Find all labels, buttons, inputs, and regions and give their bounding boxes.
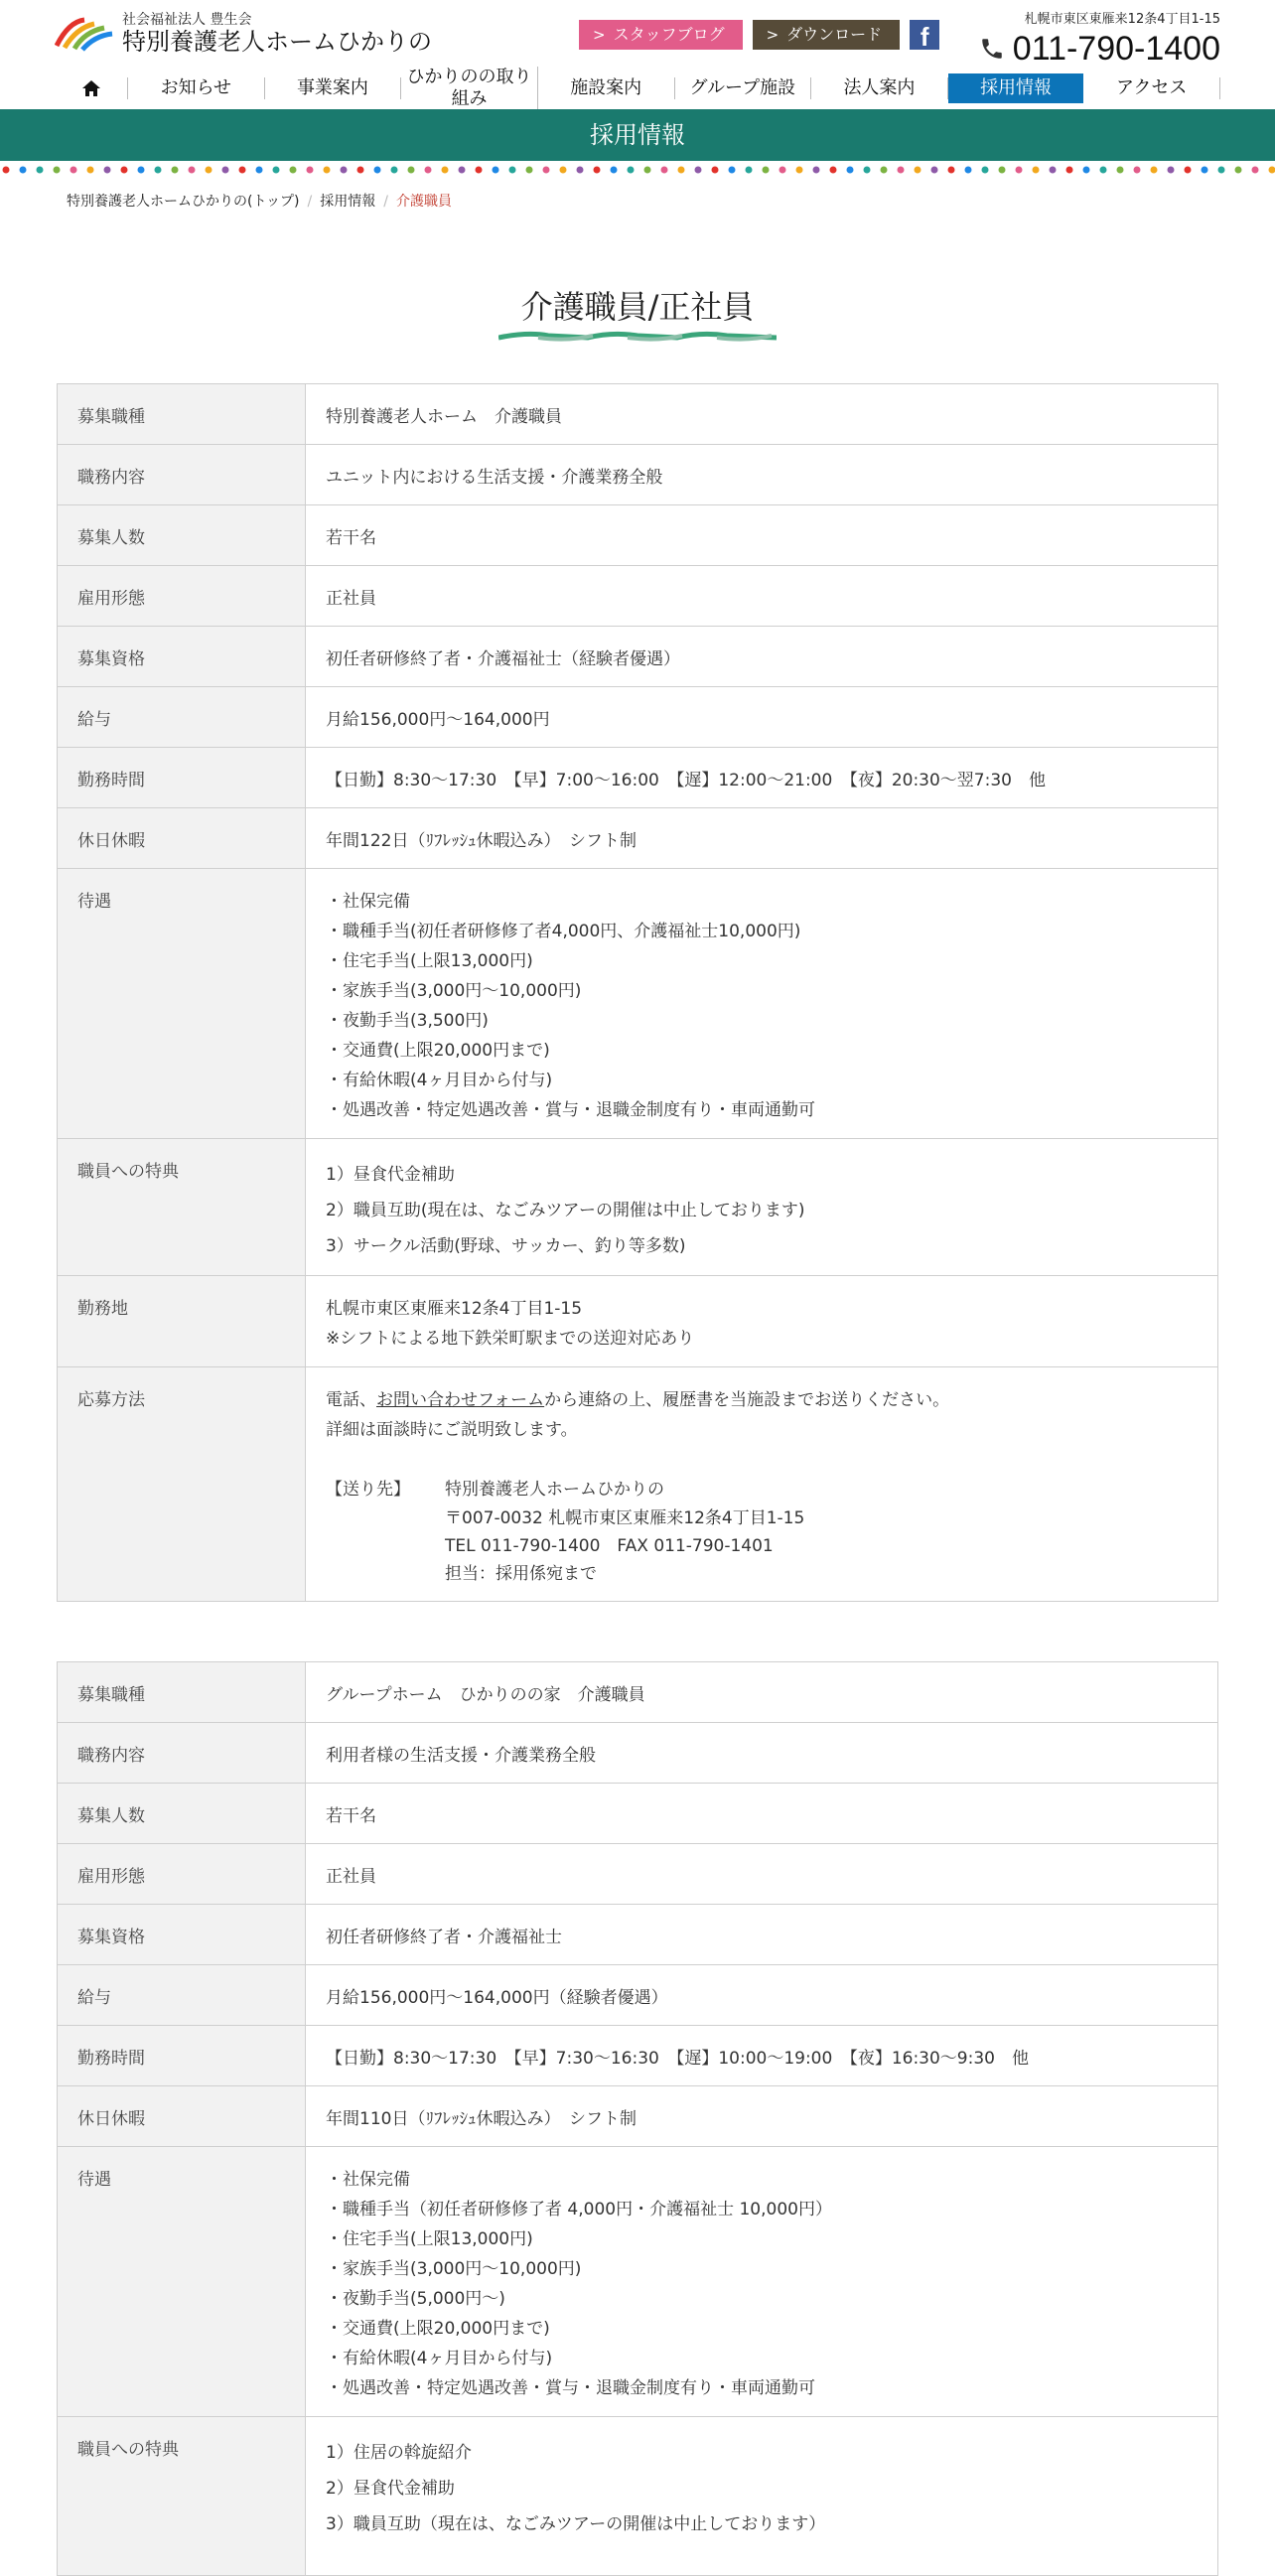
list-item: 1）昼食代金補助 <box>326 1157 1198 1193</box>
row-label: 給与 <box>77 687 285 735</box>
phone-icon <box>979 36 1005 62</box>
row-value: 利用者様の生活支援・介護業務全般 <box>326 1723 1198 1771</box>
chevron-right-icon: > <box>593 26 606 44</box>
list-item: 2）職員互助(現在は、なごみツアーの開催は中止しております) <box>326 1193 1198 1228</box>
row-label: 職員への特典 <box>77 2417 285 2465</box>
list-item: ・有給休暇(4ヶ月目から付与) <box>326 2344 1198 2373</box>
list-item: ・職種手当（初任者研修修了者 4,000円・介護福祉士 10,000円） <box>326 2195 1198 2224</box>
apply-method: 電話、お問い合わせフォームから連絡の上、履歴書を当施設までお送りください。 詳細は面談時にご説明致します。 【送り先】 特別養護老人ホームひかりの 〒007-0032 札幌市東区東雁来12条4丁目1-15 TEL 011-790-1400 FAX 011-790-1401 担当：採用係宛まで <box>326 1367 1198 1588</box>
row-label: 雇用形態 <box>77 566 285 614</box>
row-label: 職務内容 <box>77 1723 285 1771</box>
chevron-right-icon: > <box>767 26 779 44</box>
row-label: 給与 <box>77 1965 285 2013</box>
list-item: ・有給休暇(4ヶ月目から付与) <box>326 1066 1198 1095</box>
site-header <box>0 0 1275 109</box>
list-item: ・夜勤手当(3,500円) <box>326 1006 1198 1036</box>
list-item: 1）住居の斡旋紹介 <box>326 2435 1198 2471</box>
list-item: ・処遇改善・特定処遇改善・賞与・退職金制度有り・車両通勤可 <box>326 2373 1198 2403</box>
list-item: ・交通費(上限20,000円まで) <box>326 1036 1198 1066</box>
list-item: ・家族手当(3,000円～10,000円) <box>326 976 1198 1006</box>
row-label: 雇用形態 <box>77 1844 285 1892</box>
table-row <box>58 1784 1218 1844</box>
table-row <box>58 687 1218 748</box>
table-row <box>58 1965 1218 2026</box>
table-row <box>58 1139 1218 1276</box>
nav-item-facility[interactable]: 施設案内 <box>538 77 675 99</box>
row-value: 正社員 <box>326 566 1198 614</box>
nav-item-corporation[interactable]: 法人案内 <box>811 77 948 99</box>
row-label: 待遇 <box>77 2147 285 2195</box>
row-value: グループホーム ひかりのの家 介護職員 <box>326 1662 1198 1710</box>
decorative-dots <box>0 165 1275 175</box>
nav-item-recruit[interactable]: 採用情報 <box>948 73 1084 103</box>
breadcrumb-top-link[interactable]: 特別養護老人ホームひかりの(トップ) <box>67 194 300 210</box>
row-value: 【日勤】8:30～17:30 【早】7:30～16:30 【遅】10:00～19:00 【夜】16:30～9:30 他 <box>326 2026 1198 2074</box>
row-label: 募集職種 <box>77 384 285 432</box>
breadcrumb: 特別養護老人ホームひかりの(トップ) / 採用情報 / 介護職員 <box>67 191 452 211</box>
list-item: ・住宅手当(上限13,000円) <box>326 946 1198 976</box>
logo-mark-icon <box>55 16 114 52</box>
breadcrumb-recruit-link[interactable]: 採用情報 <box>320 194 375 210</box>
list-item: 3）サークル活動(野球、サッカー、釣り等多数) <box>326 1228 1198 1264</box>
list-item: ・社保完備 <box>326 887 1198 917</box>
table-row <box>58 566 1218 627</box>
row-label: 職員への特典 <box>77 1139 285 1187</box>
row-label: 勤務地 <box>77 1276 285 1324</box>
site-logo[interactable] <box>55 12 432 56</box>
table-row <box>58 1276 1218 1367</box>
list-item: ・家族手当(3,000円～10,000円) <box>326 2254 1198 2284</box>
table-row <box>58 1905 1218 1965</box>
list-item: 3）職員互助（現在は、なごみツアーの開催は中止しております） <box>326 2506 1198 2542</box>
benefits-list <box>326 2147 1198 2403</box>
table-row <box>58 2417 1218 2576</box>
perks-list <box>326 1139 1198 1264</box>
breadcrumb-current: 介護職員 <box>396 194 452 210</box>
location-value: 札幌市東区東雁来12条4丁目1-15 ※シフトによる地下鉄栄町駅までの送迎対応あり <box>326 1276 1198 1354</box>
list-item: ・社保完備 <box>326 2165 1198 2195</box>
table-row <box>58 1844 1218 1905</box>
table-row <box>58 1662 1218 1723</box>
nav-item-access[interactable]: アクセス <box>1083 77 1220 99</box>
table-row <box>58 2026 1218 2086</box>
job-table-2 <box>57 1661 1218 2576</box>
list-item: ・夜勤手当(5,000円～) <box>326 2284 1198 2314</box>
row-label: 募集職種 <box>77 1662 285 1710</box>
header-address: 札幌市東区東雁来12条4丁目1-15 <box>979 8 1220 27</box>
row-value: 初任者研修終了者・介護福祉士 <box>326 1905 1198 1952</box>
table-row <box>58 869 1218 1139</box>
list-item: ・処遇改善・特定処遇改善・賞与・退職金制度有り・車両通勤可 <box>326 1095 1198 1125</box>
table-row <box>58 384 1218 445</box>
download-button[interactable]: > ダウンロード <box>753 20 901 50</box>
nav-item-services[interactable]: 事業案内 <box>265 77 402 99</box>
table-row <box>58 748 1218 808</box>
list-item: ・職種手当(初任者研修修了者4,000円、介護福祉士10,000円) <box>326 917 1198 946</box>
nav-item-group[interactable]: グループ施設 <box>675 77 812 99</box>
table-row <box>58 627 1218 687</box>
row-label: 応募方法 <box>77 1367 285 1415</box>
page-title: 介護職員/正社員 <box>0 282 1275 328</box>
home-icon[interactable] <box>55 77 128 99</box>
table-row <box>58 445 1218 505</box>
global-nav <box>55 73 1220 103</box>
row-label: 休日休暇 <box>77 808 285 856</box>
row-value: ユニット内における生活支援・介護業務全般 <box>326 445 1198 493</box>
list-item: 2）昼食代金補助 <box>326 2471 1198 2506</box>
table-row <box>58 808 1218 869</box>
row-label: 勤務時間 <box>77 2026 285 2074</box>
perks-list <box>326 2417 1198 2542</box>
table-row <box>58 1367 1218 1602</box>
row-label: 募集資格 <box>77 1905 285 1952</box>
contact-form-link[interactable]: お問い合わせフォーム <box>376 1390 544 1410</box>
page-banner: 採用情報 <box>0 109 1275 161</box>
row-label: 休日休暇 <box>77 2086 285 2134</box>
row-value: 初任者研修終了者・介護福祉士（経験者優遇） <box>326 627 1198 674</box>
row-value: 年間122日（ﾘﾌﾚｯｼｭ休暇込み） シフト制 <box>326 808 1198 856</box>
row-label: 勤務時間 <box>77 748 285 795</box>
job-table-1 <box>57 383 1218 1602</box>
row-value: 若干名 <box>326 505 1198 553</box>
row-value: 月給156,000円～164,000円（経験者優遇） <box>326 1965 1198 2013</box>
site-name: 特別養護老人ホームひかりの <box>122 28 432 56</box>
org-name: 社会福祉法人 豊生会 <box>122 12 432 28</box>
row-value: 特別養護老人ホーム 介護職員 <box>326 384 1198 432</box>
row-value: 月給156,000円～164,000円 <box>326 687 1198 735</box>
row-value: 【日勤】8:30～17:30 【早】7:00～16:00 【遅】12:00～21:00 【夜】20:30～翌7:30 他 <box>326 748 1198 795</box>
benefits-list <box>326 869 1198 1125</box>
table-row <box>58 2086 1218 2147</box>
header-phone[interactable]: 011-790-1400 <box>979 29 1220 69</box>
facebook-icon[interactable]: f <box>910 20 939 50</box>
row-value: 年間110日（ﾘﾌﾚｯｼｭ休暇込み） シフト制 <box>326 2086 1198 2134</box>
row-label: 待遇 <box>77 869 285 917</box>
title-underline-decoration <box>498 328 777 344</box>
send-address: 【送り先】 特別養護老人ホームひかりの 〒007-0032 札幌市東区東雁来12条4丁目1-15 TEL 011-790-1400 FAX 011-790-1401 担当：採用係宛まで <box>326 1475 1198 1588</box>
table-row <box>58 2147 1218 2417</box>
row-value: 若干名 <box>326 1784 1198 1831</box>
table-row <box>58 505 1218 566</box>
list-item: ・住宅手当(上限13,000円) <box>326 2224 1198 2254</box>
nav-item-news[interactable]: お知らせ <box>128 77 265 99</box>
staff-blog-button[interactable]: > スタッフブログ <box>579 20 743 50</box>
row-label: 募集人数 <box>77 505 285 553</box>
list-item: ・交通費(上限20,000円まで) <box>326 2314 1198 2344</box>
row-label: 募集資格 <box>77 627 285 674</box>
row-value: 正社員 <box>326 1844 1198 1892</box>
table-row <box>58 1723 1218 1784</box>
row-label: 募集人数 <box>77 1784 285 1831</box>
nav-item-initiatives[interactable]: ひかりのの取り組み <box>401 67 538 110</box>
row-label: 職務内容 <box>77 445 285 493</box>
